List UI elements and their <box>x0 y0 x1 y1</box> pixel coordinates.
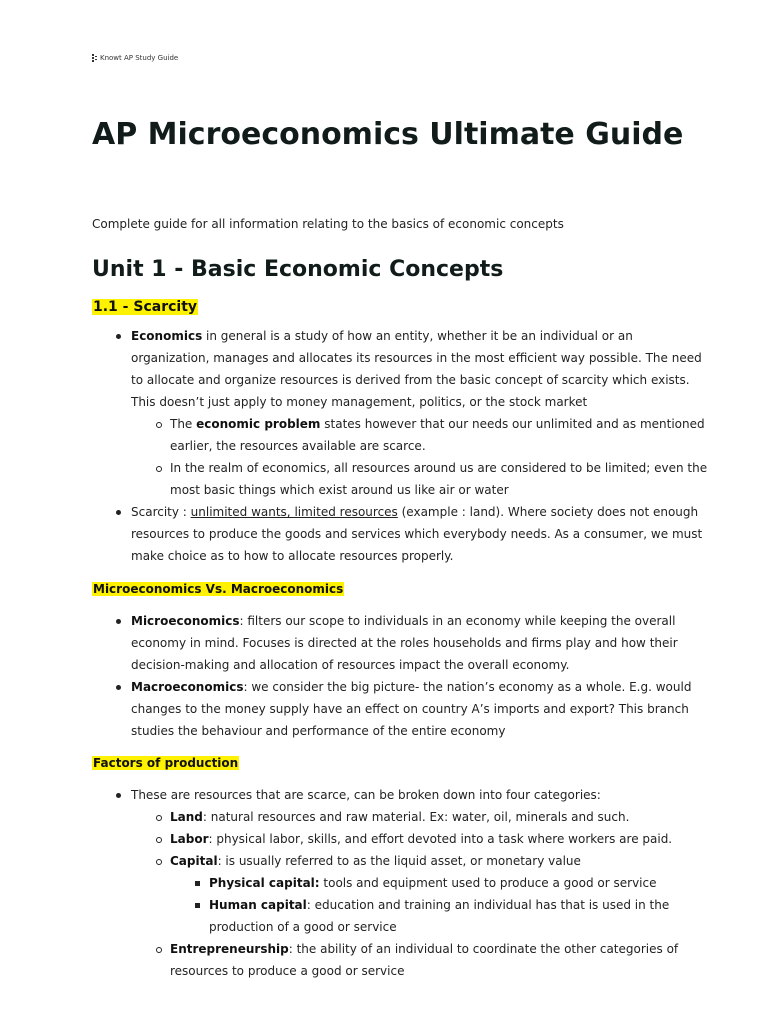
bullet-square <box>195 903 200 908</box>
brand-header <box>92 54 178 62</box>
text-run: Scarcity : <box>131 505 191 519</box>
term: Human capital <box>209 898 307 912</box>
text-line <box>209 894 669 916</box>
text-line <box>170 850 581 872</box>
term: Entrepreneurship <box>170 942 289 956</box>
term: Economics <box>131 329 203 343</box>
text-line: changes to the money supply have an effect on country A’s imports and export? This branch <box>131 702 689 716</box>
text-run: states however that our needs our unlimited and as mentioned <box>320 417 705 431</box>
bullet-dot <box>116 619 121 624</box>
highlighted-heading-text: Microeconomics Vs. Macroeconomics <box>93 582 344 596</box>
section-heading-micro-macro <box>92 582 344 596</box>
bullet-ring <box>156 837 162 843</box>
highlighted-heading-text: Factors of production <box>93 756 239 770</box>
bullet-ring <box>156 466 162 472</box>
bullet-dot <box>116 685 121 690</box>
text-line <box>131 610 675 632</box>
text-line: In the realm of economics, all resources around us are considered to be limited; even the <box>170 461 708 475</box>
text-run: : is usually referred to as the liquid asset, or monetary value <box>217 854 581 868</box>
text-line: organization, manages and allocates its resources in the most efficient way possible. The need <box>131 351 702 365</box>
text-run: (example : land). Where society does not enough <box>397 505 699 519</box>
text-run: : natural resources and raw material. Ex: water, oil, minerals and such. <box>202 810 630 824</box>
text-line: to allocate and organize resources is derived from the basic concept of scarcity which exists. <box>131 373 690 387</box>
text-line <box>131 501 698 523</box>
term: Physical capital: <box>209 876 320 890</box>
text-line <box>131 325 633 347</box>
text-run: : we consider the big picture- the nation’s economy as a whole. E.g. would <box>243 680 692 694</box>
section-heading-scarcity <box>92 299 198 315</box>
term: Land <box>170 810 203 824</box>
term: Labor <box>170 832 209 846</box>
text-line: decision-making and allocation of resources impact the overall economy. <box>131 658 570 672</box>
term: Macroeconomics <box>131 680 244 694</box>
page-subtitle: Complete guide for all information relating to the basics of economic concepts <box>92 217 564 231</box>
text-line: resources to produce a good or service <box>170 964 405 978</box>
bullet-dot <box>116 510 121 515</box>
text-line: These are resources that are scarce, can be broken down into four categories: <box>131 788 601 802</box>
bullet-dot <box>116 334 121 339</box>
text-line <box>131 676 691 698</box>
text-line <box>170 413 705 435</box>
term: Microeconomics <box>131 614 240 628</box>
page-title: AP Microeconomics Ultimate Guide <box>92 117 684 152</box>
text-run: : filters our scope to individuals in an economy while keeping the overall <box>239 614 676 628</box>
bullet-ring <box>156 422 162 428</box>
text-line: production of a good or service <box>209 920 397 934</box>
term: Capital <box>170 854 218 868</box>
text-run: : physical labor, skills, and effort devoted into a task where workers are paid. <box>208 832 673 846</box>
text-line <box>170 828 672 850</box>
text-line: economy in mind. Focuses is directed at the roles households and firms play and how their <box>131 636 678 650</box>
text-line: earlier, the resources available are scarce. <box>170 439 426 453</box>
text-line <box>209 872 656 894</box>
knowt-logo-icon <box>92 54 97 62</box>
text-line: make choice as to how to allocate resources properly. <box>131 549 454 563</box>
text-line <box>170 806 629 828</box>
text-line: resources to produce the goods and services which everybody needs. As a consumer, we must <box>131 527 703 541</box>
bullet-ring <box>156 859 162 865</box>
term: economic problem <box>196 417 321 431</box>
underlined-text: unlimited wants, limited resources <box>190 505 398 519</box>
bullet-square <box>195 881 200 886</box>
section-heading-factors <box>92 756 239 770</box>
bullet-ring <box>156 815 162 821</box>
text-run: : the ability of an individual to coordinate the other categories of <box>288 942 679 956</box>
text-line: most basic things which exist around us like air or water <box>170 483 509 497</box>
text-line: studies the behaviour and performance of the entire economy <box>131 724 506 738</box>
text-line <box>170 938 678 960</box>
highlighted-heading-text: 1.1 - Scarcity <box>93 299 198 315</box>
text-run: tools and equipment used to produce a good or service <box>319 876 657 890</box>
text-run: in general is a study of how an entity, whether it be an individual or an <box>202 329 633 343</box>
bullet-ring <box>156 947 162 953</box>
text-run: The <box>170 417 197 431</box>
unit-heading: Unit 1 - Basic Economic Concepts <box>92 257 504 282</box>
brand-name: Knowt AP Study Guide <box>100 54 179 62</box>
bullet-dot <box>116 793 121 798</box>
text-run: : education and training an individual has that is used in the <box>306 898 670 912</box>
text-line: This doesn’t just apply to money management, politics, or the stock market <box>131 395 588 409</box>
